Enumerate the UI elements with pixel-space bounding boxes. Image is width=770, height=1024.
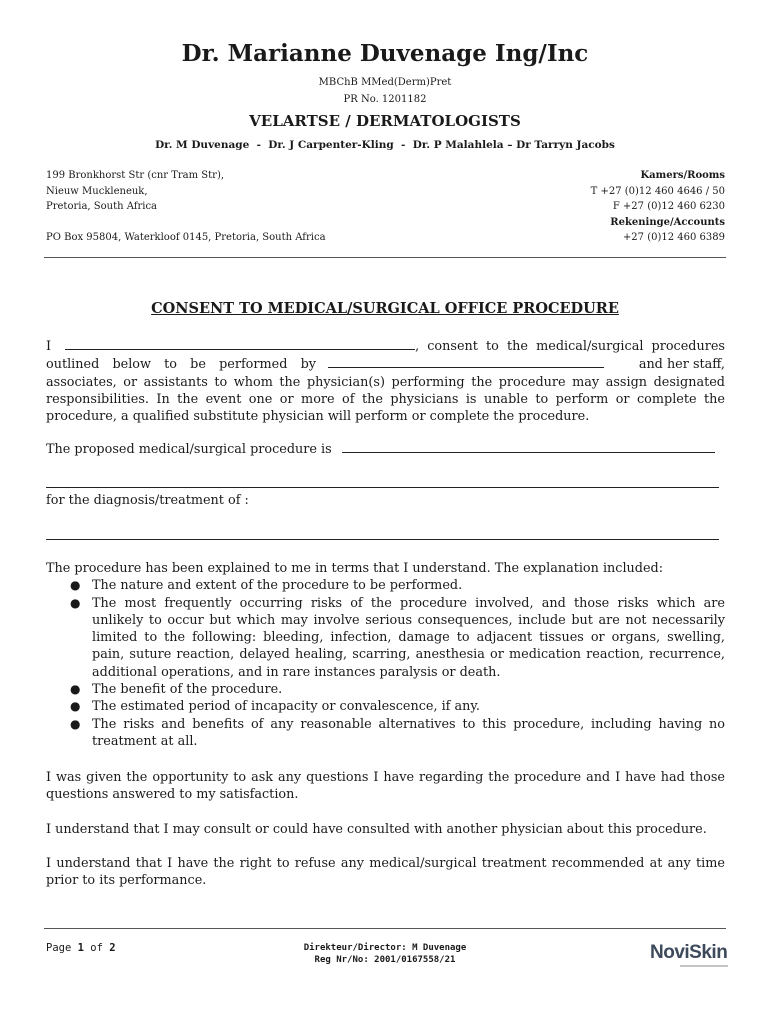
outlined-text: outlined below to be performed by bbox=[46, 357, 316, 373]
address-line: Pretoria, South Africa bbox=[46, 201, 158, 212]
refuse-paragraph: I understand that I have the right to refuse any medical/surgical treatment recommended at any time prior to its performance. bbox=[46, 856, 725, 889]
explanation-intro: The procedure has been explained to me in terms that I understand. The explanation included: bbox=[46, 561, 664, 576]
registration-info bbox=[270, 942, 500, 966]
address-block bbox=[46, 168, 224, 215]
list-item: ● The most frequently occurring risks of the procedure involved, and those risks which are unlikely to occur but which may involve serious consequences, include but are not necessarily limited to the following: bleeding, infection, damage to adjacent tissues or organs, swelling, pain, suture reaction, delayed healing, scarring, anesthesia or medication reaction, recurrence, additional operations, and in rare instances paralysis or death. bbox=[70, 595, 725, 680]
questions-paragraph: I was given the opportunity to ask any questions I have regarding the procedure and I have had those questions answered to my satisfaction. bbox=[46, 770, 725, 803]
qualifications: MBChB MMed(Derm)Pret bbox=[318, 77, 452, 88]
director: Direkteur/Director: M Duvenage bbox=[303, 943, 467, 953]
accounts-label: Rekeninge/Accounts bbox=[610, 216, 725, 228]
svg-text:NoviSkin: NoviSkin bbox=[650, 942, 728, 963]
list-item: ● The risks and benefits of any reasonable alternatives to this procedure, including having no treatment at all. bbox=[70, 716, 725, 749]
telephone: T +27 (0)12 460 4646 / 50 bbox=[590, 185, 725, 197]
accounts-telephone: +27 (0)12 460 6389 bbox=[622, 232, 725, 243]
consent-i: I bbox=[46, 339, 52, 354]
explanation-section bbox=[46, 560, 725, 750]
consult-paragraph: I understand that I may consult or could have consulted with another physician about this procedure. bbox=[46, 822, 707, 837]
bullet-icon: ● bbox=[70, 716, 81, 731]
bullet-icon: ● bbox=[70, 578, 81, 593]
page-total: 2 bbox=[109, 942, 116, 954]
staff-text: and her staff, bbox=[638, 357, 725, 373]
practice-title: Dr. Marianne Duvenage Ing/Inc bbox=[181, 40, 589, 67]
address-line: 199 Bronkhorst Str (cnr Tram Str), bbox=[46, 170, 225, 181]
practice-number: PR No. 1201182 bbox=[343, 94, 427, 105]
diagnosis-field[interactable] bbox=[46, 539, 719, 540]
consent-text: , consent to the medical/surgical procedures bbox=[415, 339, 725, 354]
physician-name-field[interactable] bbox=[328, 355, 604, 368]
footer-divider bbox=[44, 928, 726, 929]
header-divider bbox=[44, 257, 726, 258]
form-title: CONSENT TO MEDICAL/SURGICAL OFFICE PROCEDURE bbox=[151, 300, 619, 317]
bullet-icon: ● bbox=[70, 682, 81, 697]
doctors-list: Dr. M Duvenage - Dr. J Carpenter-Kling - Dr. P Malahlela – Dr Tarryn Jacobs bbox=[155, 139, 615, 151]
fax: F +27 (0)12 460 6230 bbox=[612, 201, 725, 212]
consent-rest: associates, or assistants to whom the physician(s) performing the procedure may assign designated responsibilities. In the event one or more of the physicians is unable to perform or complete the procedure, a qualified substitute physician will perform or complete the procedure. bbox=[46, 374, 725, 425]
proposed-procedure-row bbox=[46, 440, 725, 458]
list-item: ● The nature and extent of the procedure to be performed. bbox=[70, 578, 463, 594]
rooms-label: Kamers/Rooms bbox=[640, 170, 725, 181]
proposed-label: The proposed medical/surgical procedure is bbox=[46, 442, 332, 457]
page-indicator: Page 1 of 2 bbox=[46, 942, 116, 954]
list-item: ● The estimated period of incapacity or convalescence, if any. bbox=[70, 699, 480, 715]
consent-paragraph bbox=[46, 337, 725, 425]
address-line: Nieuw Muckleneuk, bbox=[46, 185, 148, 197]
noviskin-logo bbox=[650, 938, 730, 970]
procedure-field-line-2[interactable] bbox=[46, 487, 719, 488]
practice-subtitle: VELARTSE / DERMATOLOGISTS bbox=[249, 112, 521, 130]
page-number: 1 bbox=[77, 942, 84, 954]
list-item: ● The benefit of the procedure. bbox=[70, 682, 283, 698]
bullet-icon: ● bbox=[70, 699, 81, 714]
registration-number: Reg Nr/No: 2001/0167558/21 bbox=[314, 955, 456, 965]
po-box: PO Box 95804, Waterkloof 0145, Pretoria, South Africa bbox=[46, 232, 326, 243]
diagnosis-label: for the diagnosis/treatment of : bbox=[46, 493, 249, 508]
explanation-list bbox=[46, 577, 725, 750]
procedure-field[interactable] bbox=[342, 440, 715, 453]
bullet-icon: ● bbox=[70, 595, 81, 610]
patient-name-field[interactable] bbox=[65, 337, 415, 350]
contact-block bbox=[591, 168, 725, 246]
